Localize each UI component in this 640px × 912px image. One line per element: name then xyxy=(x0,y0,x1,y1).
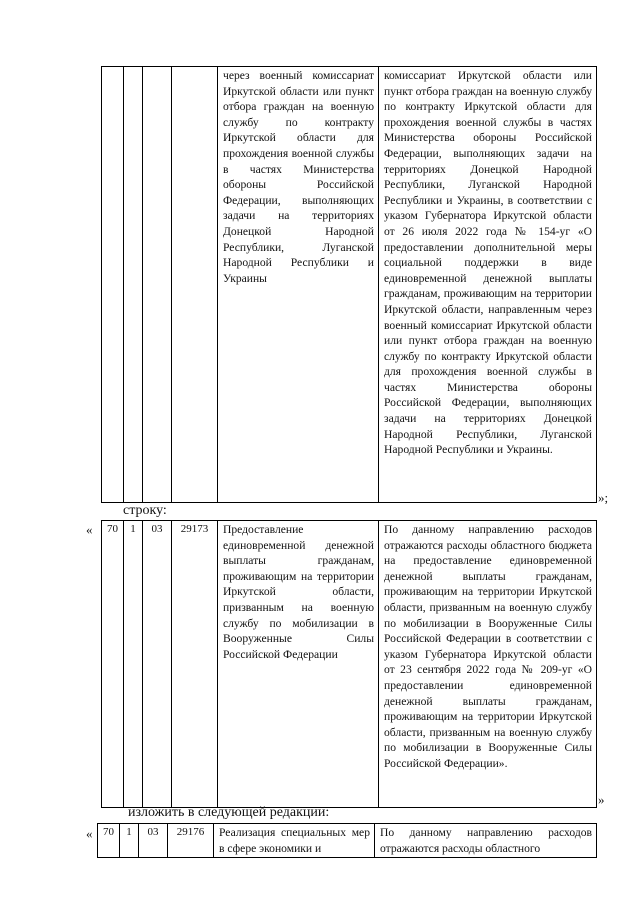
code-cell-2: 1 xyxy=(120,824,139,858)
code-cell-3: 03 xyxy=(139,824,168,858)
name-cell: Реализация специальных мер в сфере экономики и xyxy=(214,824,375,858)
table-row xyxy=(102,521,597,808)
code-cell-2 xyxy=(124,67,143,503)
name-cell: Предоставление единовременной денежной выплаты гражданам, проживающим на территории Иркутской области, призванным на военную службу по мобилизации в Вооруженные Силы Российской Федерации xyxy=(218,521,379,808)
code-cell-4: 29176 xyxy=(168,824,214,858)
table-block-continuation xyxy=(101,66,597,503)
caption-new-edition: изложить в следующей редакции: xyxy=(128,805,330,820)
table-block-29176 xyxy=(97,823,597,858)
opening-quote-mark: « xyxy=(86,522,93,537)
closing-quote-mark: » xyxy=(598,792,605,807)
caption-replace-line: строку: xyxy=(123,503,167,518)
code-cell-2: 1 xyxy=(124,521,143,808)
table-row xyxy=(102,67,597,503)
code-cell-3: 03 xyxy=(143,521,172,808)
description-cell: По данному направлению расходов отражаются расходы областного xyxy=(375,824,597,858)
table-block-29173 xyxy=(101,520,597,808)
code-cell-3 xyxy=(143,67,172,503)
name-cell: через военный комиссариат Иркутской области или пункт отбора граждан на военную службу по контракту Иркутской области для прохождения военной службы в частях Министерства обороны Российской Федерации, выполняющих задачи на территориях Донецкой Народной Республики, Луганской Народной Республики и Украины xyxy=(218,67,379,503)
table-row xyxy=(98,824,597,858)
opening-quote-mark: « xyxy=(86,826,93,841)
code-cell-1: 70 xyxy=(98,824,120,858)
description-cell: комиссариат Иркутской области или пункт отбора граждан на военную службу по контракту Иркутской области для прохождения военной службы в частях Министерства обороны Российской Федерации, выполняющих задачи на территориях Донецкой Народной Республики, Луганской Народной Республики и Украины, в соответствии с указом Губернатора Иркутской области от 26 июля 2022 года № 154-уг «О предоставлении дополнительной меры социальной поддержки в виде единовременной денежной выплаты гражданам, проживающим на территории Иркутской области, направленным через военный комиссариат Иркутской области или пункт отбора граждан на военную службу по контракту Иркутской области для прохождения военной службы в частях Министерства обороны Российской Федерации, выполняющих задачи на территориях Донецкой Народной Республики, Луганской Народной Республики и Украины. xyxy=(379,67,597,503)
description-cell: По данному направлению расходов отражаются расходы областного бюджета на предоставление единовременной денежной выплаты гражданам, проживающим на территории Иркутской области, призванным на военную службу по мобилизации в Вооруженные Силы Российской Федерации в соответствии с указом Губернатора Иркутской области от 23 сентября 2022 года № 209-уг «О предоставлении единовременной денежной выплаты гражданам, проживающим на территории Иркутской области, призванным на военную службу по мобилизации в Вооруженные Силы Российской Федерации». xyxy=(379,521,597,808)
code-cell-1: 70 xyxy=(102,521,124,808)
code-cell-4: 29173 xyxy=(172,521,218,808)
closing-quote-mark: »; xyxy=(598,490,609,505)
code-cell-1 xyxy=(102,67,124,503)
code-cell-4 xyxy=(172,67,218,503)
